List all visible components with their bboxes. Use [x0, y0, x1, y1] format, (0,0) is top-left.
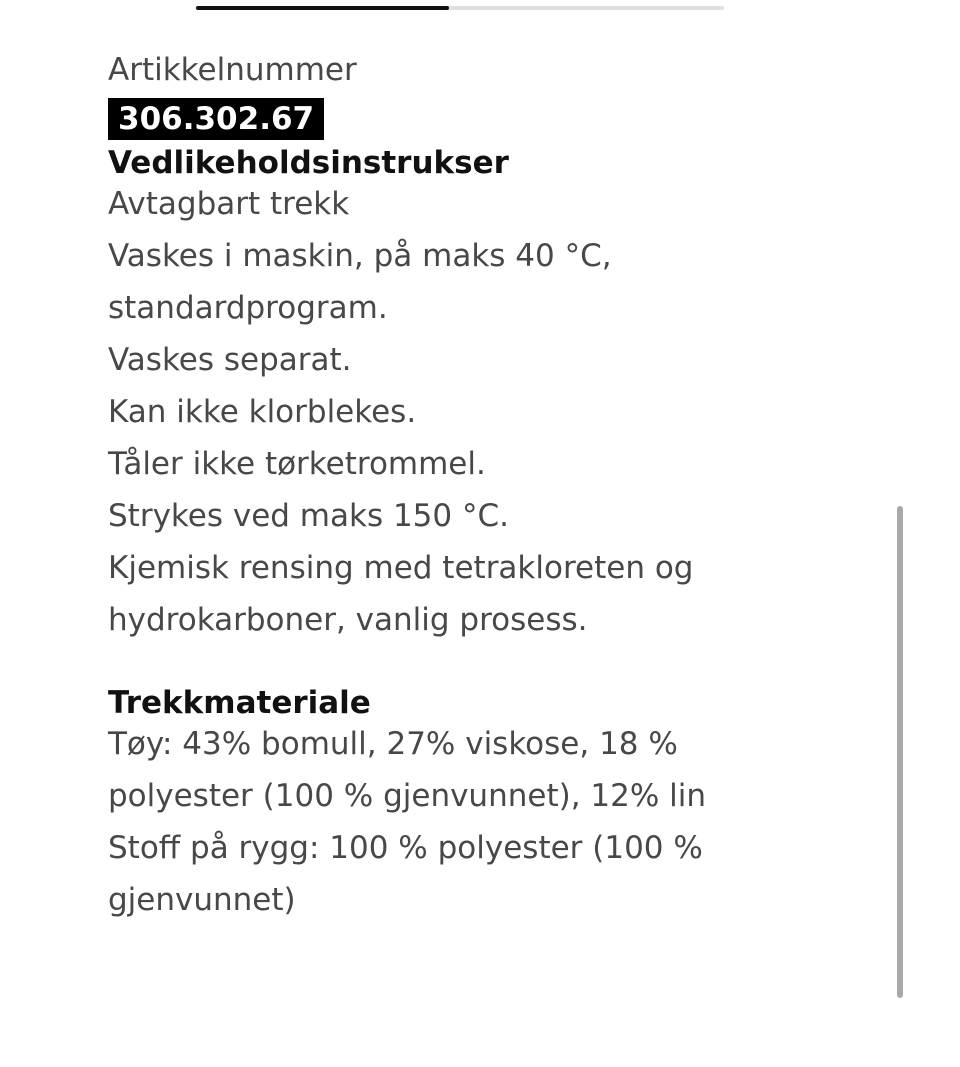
material-line: Tøy: 43% bomull, 27% viskose, 18 % — [108, 726, 678, 762]
care-line: hydrokarboner, vanlig prosess. — [108, 602, 588, 638]
care-line: standardprogram. — [108, 290, 388, 326]
care-line: Strykes ved maks 150 °C. — [108, 498, 509, 534]
image-carousel-progress — [196, 6, 724, 10]
product-details — [108, 50, 748, 926]
cover-material-list — [108, 718, 748, 926]
care-line: Tåler ikke tørketrommel. — [108, 446, 486, 482]
care-line: Kjemisk rensing med tetrakloreten og — [108, 550, 694, 586]
care-line: Kan ikke klorblekes. — [108, 394, 417, 430]
article-number-badge: 306.302.67 — [108, 98, 324, 140]
care-line: Vaskes i maskin, på maks 40 °C, — [108, 238, 612, 274]
care-instructions-heading: Vedlikeholdsinstrukser — [108, 145, 509, 181]
cover-material-heading: Trekkmateriale — [108, 685, 371, 721]
image-carousel-progress-fill — [196, 6, 449, 10]
material-line: Stoff på rygg: 100 % polyester (100 % — [108, 830, 703, 866]
article-number-label: Artikkelnummer — [108, 52, 357, 88]
vertical-scrollbar[interactable] — [897, 506, 903, 998]
material-line: gjenvunnet) — [108, 882, 296, 918]
care-line: Avtagbart trekk — [108, 186, 350, 222]
care-line: Vaskes separat. — [108, 342, 352, 378]
material-line: polyester (100 % gjenvunnet), 12% lin — [108, 778, 707, 814]
care-instructions-list — [108, 178, 748, 646]
